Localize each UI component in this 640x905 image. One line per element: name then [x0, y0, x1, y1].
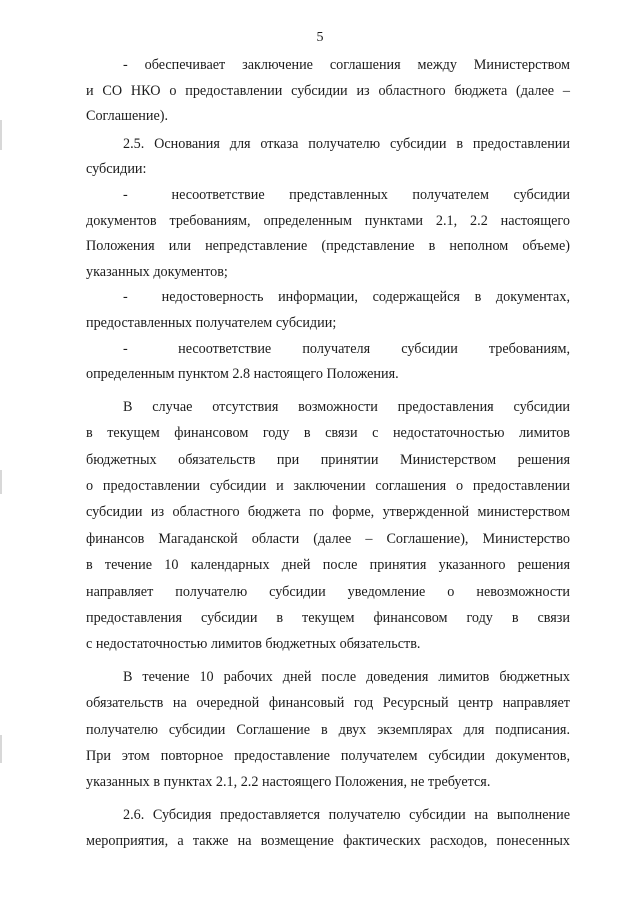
text-line: в течение 10 календарных дней после принятия указанного решения — [86, 557, 570, 574]
text-line — [86, 337, 570, 363]
text-line-content: несоответствие получателя субсидии требованиям, — [178, 340, 571, 357]
text-line: финансов Магаданской области (далее – Соглашение), Министерство — [86, 530, 570, 547]
paragraph-agreement-sending — [86, 664, 570, 796]
text-line: Положения или непредставление (представление в неполном объеме) — [86, 238, 570, 255]
text-line: - обеспечивает заключение соглашения между Министерством — [123, 57, 570, 73]
paragraph-agreement-conclusion — [86, 53, 570, 130]
text-line-content: несоответствие представленных получателем субсидии — [171, 186, 571, 203]
scan-edge-mark — [0, 120, 2, 150]
text-line: определенным пунктом 2.8 настоящего Положения. — [86, 366, 399, 383]
text-line: указанных документов; — [86, 263, 228, 280]
text-line: предоставленных получателем субсидии; — [86, 314, 337, 331]
text-line: субсидии: — [86, 161, 147, 178]
text-line: В случае отсутствия возможности предоставления субсидии — [123, 398, 570, 415]
list-item-recipient-mismatch — [86, 337, 570, 388]
paragraph-refusal-grounds — [86, 132, 570, 183]
page-number: 5 — [316, 30, 324, 45]
text-line: указанных в пунктах 2.1, 2.2 настоящего Положения, не требуется. — [86, 774, 491, 791]
text-line: бюджетных обязательств при принятии Министерством решения — [86, 451, 570, 468]
list-dash: - — [123, 289, 128, 306]
text-line: 2.5. Основания для отказа получателю субсидии в предоставлении — [123, 135, 570, 152]
text-line — [86, 183, 570, 209]
text-line: обязательств на очередной финансовый год Ресурсный центр направляет — [86, 695, 570, 712]
text-line — [86, 285, 570, 311]
document-body — [86, 53, 570, 855]
text-line: и СО НКО о предоставлении субсидии из областного бюджета (далее – — [86, 82, 570, 99]
text-line: субсидии из областного бюджета по форме, утвержденной министерством — [86, 504, 570, 521]
list-item-unreliable-info — [86, 285, 570, 336]
text-line: документов требованиям, определенным пунктами 2.1, 2.2 настоящего — [86, 212, 570, 229]
text-line: 2.6. Субсидия предоставляется получателю субсидии на выполнение — [123, 806, 570, 823]
text-line: о предоставлении субсидии и заключении соглашения о предоставлении — [86, 477, 570, 494]
list-item-document-mismatch — [86, 183, 570, 285]
text-line: в текущем финансовом году в связи с недостаточностью лимитов — [86, 425, 570, 442]
text-line: В течение 10 рабочих дней после доведения лимитов бюджетных — [123, 668, 570, 685]
text-line: направляет получателю субсидии уведомление о невозможности — [86, 583, 570, 600]
text-line: При этом повторное предоставление получателем субсидии документов, — [86, 748, 570, 764]
text-line: предоставления субсидии в текущем финансовом году в связи — [86, 609, 570, 626]
text-line: Соглашение). — [86, 108, 169, 125]
text-line: с недостаточностью лимитов бюджетных обязательств. — [86, 636, 421, 653]
text-line-content: недостоверность информации, содержащейся в документах, — [161, 289, 570, 306]
paragraph-insufficient-limits — [86, 394, 570, 658]
list-dash: - — [123, 186, 128, 203]
paragraph-subsidy-purpose — [86, 802, 570, 855]
list-dash: - — [123, 340, 128, 357]
scan-edge-mark — [0, 470, 2, 494]
scan-edge-mark — [0, 735, 2, 763]
text-line: получателю субсидии Соглашение в двух экземплярах для подписания. — [86, 721, 570, 738]
text-line: мероприятия, а также на возмещение фактических расходов, понесенных — [86, 833, 570, 850]
